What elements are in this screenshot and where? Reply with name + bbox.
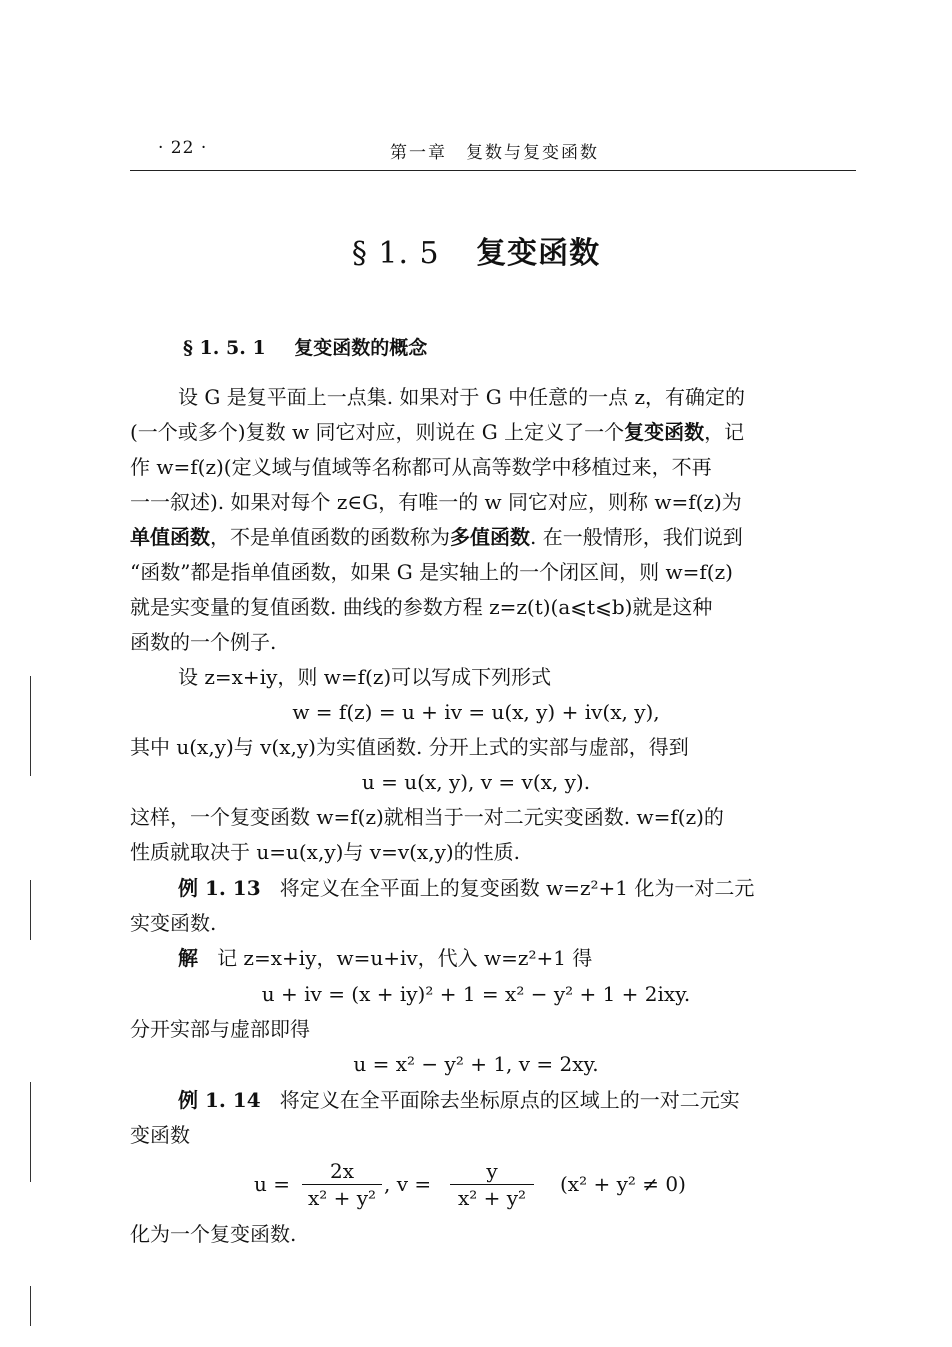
fraction-equation bbox=[0, 1158, 952, 1210]
text-run: ，记 bbox=[704, 420, 745, 444]
subsection-title: 复变函数的概念 bbox=[294, 337, 428, 359]
paragraph-line: 其中 u(x,y)与 v(x,y)为实值函数. 分开上式的实部与虚部，得到 bbox=[130, 735, 689, 759]
section-title: 复变函数 bbox=[476, 236, 601, 271]
margin-mark bbox=[30, 1082, 31, 1182]
section-number: § 1. 5 bbox=[351, 236, 440, 271]
example-text: 将定义在全平面除去坐标原点的区域上的一对二元实 bbox=[279, 1088, 740, 1112]
subsection-number: § 1. 5. 1 bbox=[183, 337, 266, 359]
example-1-14 bbox=[178, 1086, 850, 1114]
solution-label: 解 bbox=[178, 946, 198, 970]
paragraph-line: “函数”都是指单值函数，如果 G 是实轴上的一个闭区间，则 w=f(z) bbox=[130, 560, 733, 584]
paragraph-line: 作 w=f(z)(定义域与值域等名称都可从高等数学中移植过来，不再 bbox=[130, 455, 712, 479]
paragraph-line: 设 z=x+iy，则 w=f(z)可以写成下列形式 bbox=[178, 665, 552, 689]
header-rule bbox=[130, 170, 856, 171]
margin-mark bbox=[30, 1286, 31, 1326]
paragraph-line bbox=[130, 523, 850, 551]
example-text: 将定义在全平面上的复变函数 w=z²+1 化为一对二元 bbox=[279, 876, 755, 900]
paragraph-line: 实变函数. bbox=[130, 911, 217, 935]
paragraph-line bbox=[130, 418, 850, 446]
running-header bbox=[130, 138, 856, 166]
text-run: ，不是单值函数的函数称为 bbox=[210, 525, 450, 549]
v-denominator: x² + y² bbox=[457, 1186, 527, 1210]
solution-text: 记 z=x+iy，w=u+iv，代入 w=z²+1 得 bbox=[217, 946, 593, 970]
v-fraction bbox=[450, 1158, 534, 1211]
v-lhs: , v = bbox=[384, 1172, 432, 1196]
text-run: . 在一般情形，我们说到 bbox=[530, 525, 743, 549]
term-complex-function: 复变函数 bbox=[624, 420, 705, 444]
paragraph-line: 一一叙述). 如果对每个 z∈G，有唯一的 w 同它对应，则称 w=f(z)为 bbox=[130, 490, 742, 514]
domain-condition: (x² + y² ≠ 0) bbox=[560, 1172, 686, 1196]
solution-line bbox=[178, 944, 850, 972]
paragraph-line: 这样，一个复变函数 w=f(z)就相当于一对二元实变函数. w=f(z)的 bbox=[130, 805, 724, 829]
margin-mark bbox=[30, 676, 31, 776]
subsection-heading bbox=[183, 333, 427, 360]
v-numerator: y bbox=[450, 1158, 534, 1185]
chapter-title: 第一章 复数与复变函数 bbox=[390, 143, 599, 163]
u-numerator: 2x bbox=[302, 1158, 382, 1185]
paragraph-line: 性质就取决于 u=u(x,y)与 v=v(x,y)的性质. bbox=[130, 840, 521, 864]
section-heading bbox=[0, 228, 952, 272]
paragraph-line: 就是实变量的复值函数. 曲线的参数方程 z=z(t)(a⩽t⩽b)就是这种 bbox=[130, 595, 713, 619]
term-multi-valued: 多值函数 bbox=[450, 525, 530, 549]
equation: u + iv = (x + iy)² + 1 = x² − y² + 1 + 2ixy. bbox=[261, 982, 691, 1006]
example-1-13 bbox=[178, 874, 850, 902]
example-label: 例 1. 14 bbox=[178, 1088, 261, 1112]
u-lhs: u = bbox=[254, 1172, 290, 1196]
u-denominator: x² + y² bbox=[307, 1186, 377, 1210]
text-run: (一个或多个)复数 w 同它对应，则说在 G 上定义了一个 bbox=[130, 420, 625, 444]
equation: u = u(x, y), v = v(x, y). bbox=[361, 770, 591, 794]
page-number: · 22 · bbox=[158, 138, 208, 158]
paragraph-line: 设 G 是复平面上一点集. 如果对于 G 中任意的一点 z，有确定的 bbox=[178, 385, 745, 409]
paragraph-line: 函数的一个例子. bbox=[130, 630, 277, 654]
example-label: 例 1. 13 bbox=[178, 876, 261, 900]
margin-mark bbox=[30, 880, 31, 940]
paragraph-line: 化为一个复变函数. bbox=[130, 1222, 297, 1246]
equation: w = f(z) = u + iv = u(x, y) + iv(x, y), bbox=[292, 700, 660, 724]
equation: u = x² − y² + 1, v = 2xy. bbox=[353, 1052, 599, 1076]
paragraph-line: 分开实部与虚部即得 bbox=[130, 1017, 310, 1041]
paragraph-line: 变函数 bbox=[130, 1123, 190, 1147]
u-fraction bbox=[302, 1158, 382, 1211]
term-single-valued: 单值函数 bbox=[130, 525, 210, 549]
